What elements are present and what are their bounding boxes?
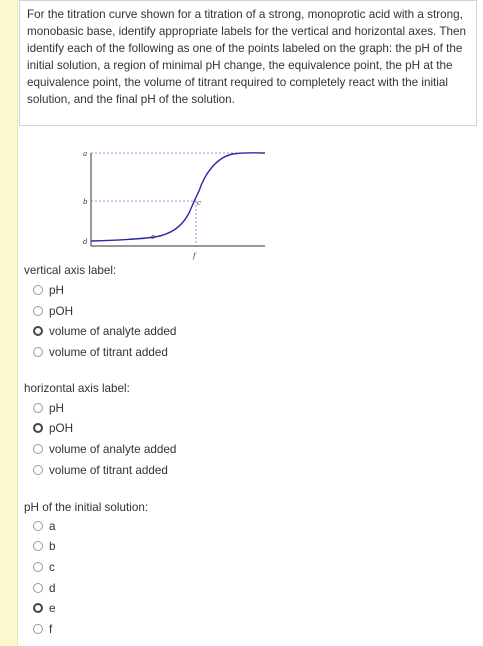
vertical-option-ph[interactable] <box>33 282 64 298</box>
radio-selected-icon[interactable] <box>33 603 43 613</box>
option-label: pH <box>49 401 64 415</box>
question-box <box>19 0 477 126</box>
option-label: pOH <box>49 421 74 435</box>
horizontal-option-volume-analyte[interactable] <box>33 441 176 457</box>
option-label: b <box>49 539 56 553</box>
left-margin-bar <box>0 0 18 646</box>
option-label: pOH <box>49 304 74 318</box>
option-label: a <box>49 519 56 533</box>
point-label-f: f <box>193 252 196 260</box>
option-label: volume of analyte added <box>49 324 177 338</box>
radio-icon[interactable] <box>33 306 43 316</box>
option-label: e <box>49 601 56 615</box>
initial-ph-option-c[interactable] <box>33 559 55 575</box>
point-label-a: a <box>83 150 88 158</box>
radio-selected-icon[interactable] <box>33 423 43 433</box>
option-label: volume of titrant added <box>49 345 168 359</box>
radio-icon[interactable] <box>33 583 43 593</box>
titration-curve-graph <box>83 143 273 268</box>
question-text: For the titration curve shown for a titration of a strong, monoprotic acid with a strong, monobasic base, identify appropriate labels for the vertical and horizontal axes. Then identify each of the following as one of the points labeled on the graph: the pH of the initial solution, a region of minimal pH change, the equivalence point, the pH at the equivalence point, the volume of titrant required to completely react with the initial solution, and the final pH of the solution. <box>27 8 466 107</box>
point-label-c: c <box>197 199 201 207</box>
option-label: d <box>49 581 56 595</box>
radio-icon[interactable] <box>33 285 43 295</box>
radio-icon[interactable] <box>33 347 43 357</box>
radio-icon[interactable] <box>33 465 43 475</box>
titration-curve <box>91 153 265 241</box>
point-label-e: e <box>151 233 156 241</box>
radio-selected-icon[interactable] <box>33 326 43 336</box>
option-label: volume of analyte added <box>49 442 177 456</box>
radio-icon[interactable] <box>33 521 43 531</box>
vertical-option-volume-titrant[interactable] <box>33 344 168 360</box>
radio-icon[interactable] <box>33 541 43 551</box>
radio-icon[interactable] <box>33 562 43 572</box>
initial-ph-option-f[interactable] <box>33 621 52 637</box>
initial-ph-option-a[interactable] <box>33 518 56 534</box>
initial-ph-question-label: pH of the initial solution: <box>24 501 149 514</box>
question-content <box>17 0 483 646</box>
horizontal-axis-question-label: horizontal axis label: <box>24 382 130 395</box>
radio-icon[interactable] <box>33 444 43 454</box>
option-label: volume of titrant added <box>49 463 168 477</box>
horizontal-option-ph[interactable] <box>33 400 64 416</box>
initial-ph-option-b[interactable] <box>33 538 56 554</box>
option-label: f <box>49 622 53 636</box>
option-label: c <box>49 560 55 574</box>
point-label-d: d <box>83 238 88 246</box>
radio-icon[interactable] <box>33 403 43 413</box>
initial-ph-option-e[interactable] <box>33 600 56 616</box>
vertical-option-poh[interactable] <box>33 303 73 319</box>
vertical-axis-question-label: vertical axis label: <box>24 264 117 277</box>
point-label-b: b <box>83 198 88 206</box>
vertical-option-volume-analyte[interactable] <box>33 323 176 339</box>
radio-icon[interactable] <box>33 624 43 634</box>
initial-ph-option-d[interactable] <box>33 580 56 596</box>
option-label: pH <box>49 283 64 297</box>
horizontal-option-volume-titrant[interactable] <box>33 462 168 478</box>
horizontal-option-poh[interactable] <box>33 420 73 436</box>
